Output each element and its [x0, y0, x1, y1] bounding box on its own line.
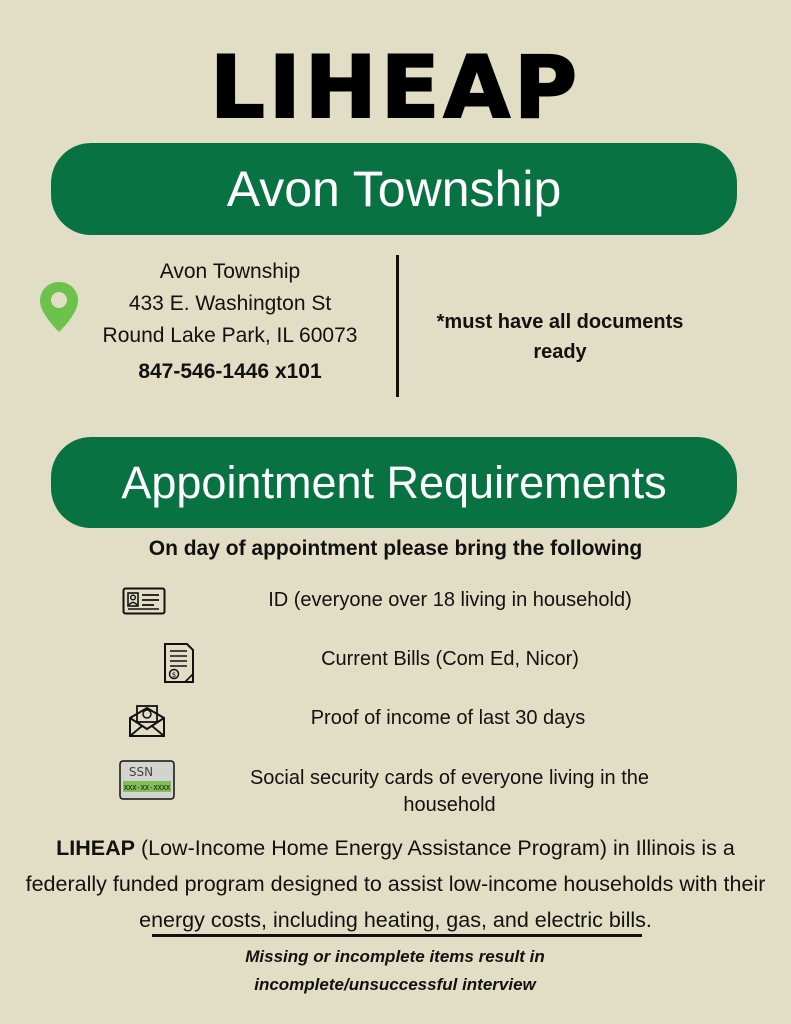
page-title: LIHEAP: [209, 38, 582, 138]
svg-text:$: $: [171, 671, 177, 679]
requirement-bills: Current Bills (Com Ed, Nicor): [321, 648, 579, 670]
address-block: [85, 256, 375, 388]
requirement-income: Proof of income of last 30 days: [310, 707, 586, 729]
requirements-intro: On day of appointment please bring the following: [148, 537, 643, 560]
ssn-card-number: XXX-XX-XXXX: [123, 784, 171, 792]
requirement-ssn: Social security cards of everyone living in the household: [249, 767, 650, 816]
documents-note: *must have all documents ready: [436, 311, 684, 363]
address-city: Round Lake Park, IL 60073: [102, 324, 358, 347]
program-name: LIHEAP: [56, 836, 135, 860]
id-card-icon: [122, 587, 166, 620]
phone-number: 847-546-1446 x101: [138, 360, 322, 383]
program-description: [20, 830, 771, 938]
address-name: Avon Township: [159, 260, 301, 283]
footer-divider: [152, 934, 642, 937]
ssn-card-label: SSN: [128, 765, 154, 779]
footer-warning: Missing or incomplete items result in incomplete/unsuccessful interview: [245, 947, 545, 994]
bill-icon: [163, 642, 195, 689]
location-banner: Avon Township: [51, 143, 737, 235]
location-pin-icon: [38, 280, 80, 339]
ssn-card-icon: [119, 760, 175, 805]
vertical-divider: [396, 255, 399, 397]
requirements-banner: Appointment Requirements: [51, 437, 737, 528]
program-description-text: (Low-Income Home Energy Assistance Program) in Illinois is a federally funded program designed to assist low-income households with their energy costs, including heating, gas, and electric bills.: [25, 836, 766, 932]
requirement-id: ID (everyone over 18 living in household): [268, 589, 632, 611]
money-envelope-icon: [128, 704, 166, 743]
address-street: 433 E. Washington St: [128, 292, 332, 315]
